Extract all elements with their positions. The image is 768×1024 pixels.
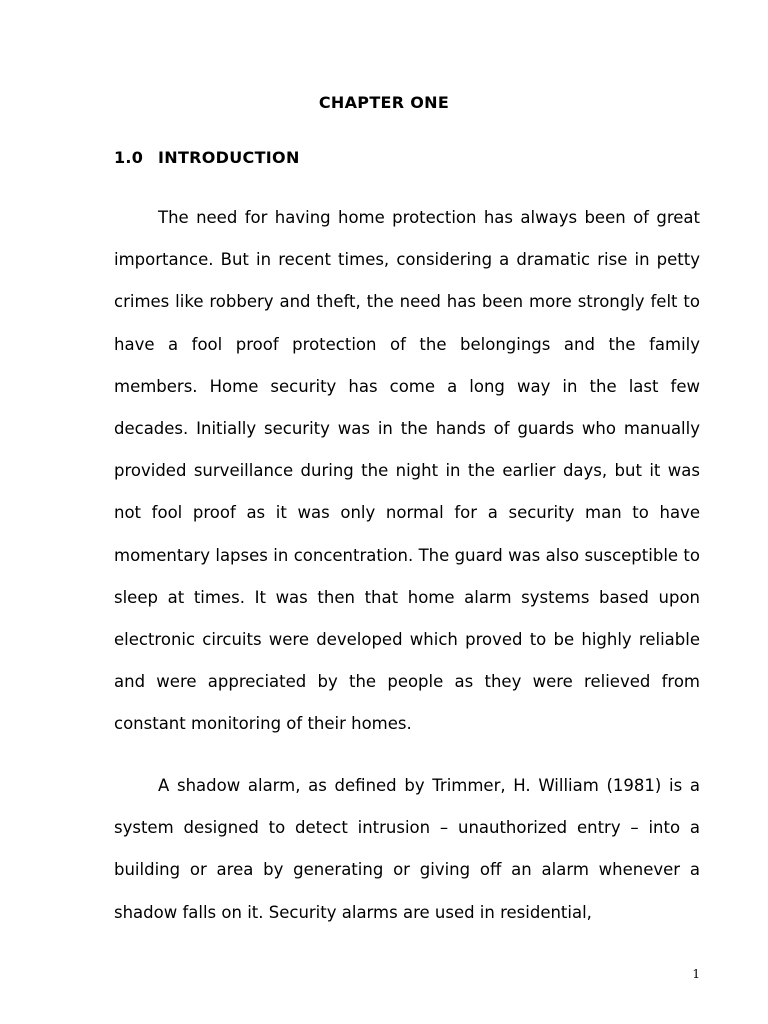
section-title: INTRODUCTION <box>158 148 300 167</box>
section-number: 1.0 <box>114 148 144 167</box>
intro-paragraph-2: A shadow alarm, as defined by Trimmer, H. William (1981) is a system designed to detect intrusion – unauthorized entry – into a building or area by generating or giving off an alarm whenever a shadow falls on it. Security alarms are used in residential, <box>114 776 700 922</box>
intro-paragraph-1: The need for having home protection has always been of great importance. But in recent times, considering a dramatic rise in petty crimes like robbery and theft, the need has been more strongly felt to have a fool proof protection of the belongings and the family members. Home security has come a long way in the last few decades. Initially security was in the hands of guards who manually provided surveillance during the night in the earlier days, but it was not fool proof as it was only normal for a security man to have momentary lapses in concentration. The guard was also susceptible to sleep at times. It was then that home alarm systems based upon electronic circuits were developed which proved to be highly reliable and were appreciated by the people as they were relieved from constant monitoring of their homes. <box>114 208 700 734</box>
section-heading <box>114 147 300 169</box>
chapter-title: CHAPTER ONE <box>318 93 450 112</box>
page-number: 1 <box>692 967 700 981</box>
